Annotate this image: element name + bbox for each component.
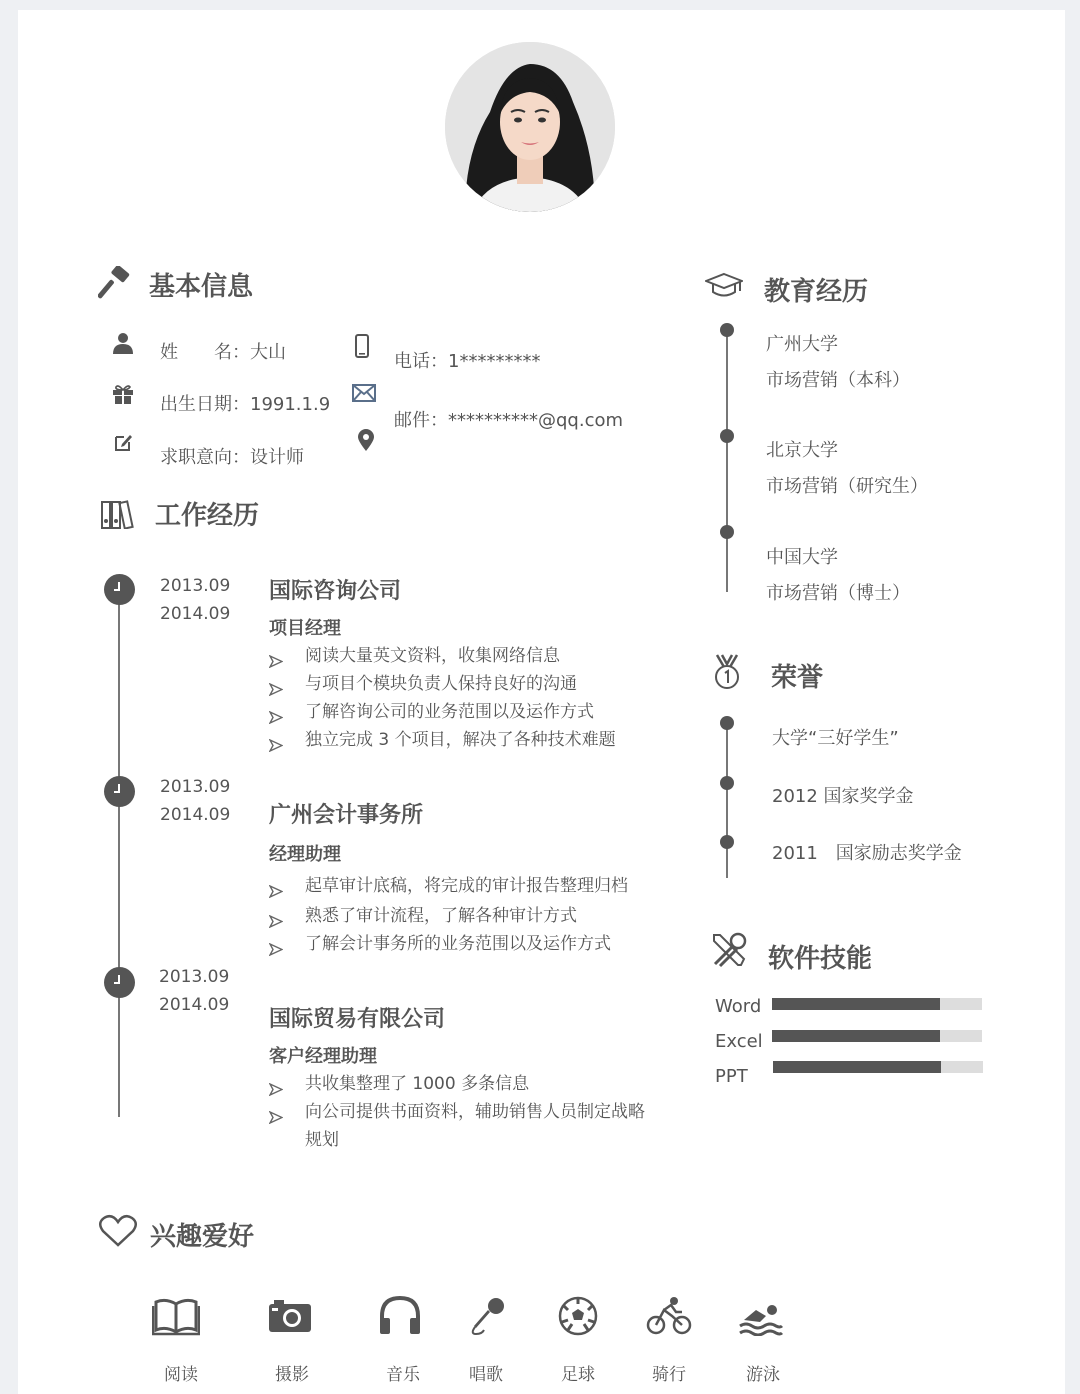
list-item: 向公司提供书面资料，辅助销售人员制定战略规划 <box>269 1098 659 1154</box>
hobby-label: 音乐 <box>386 1365 420 1385</box>
work-end-date: 2014.09 <box>160 604 231 624</box>
list-item: 共收集整理了 1000 多条信息 <box>269 1070 669 1098</box>
clock-icon <box>104 967 135 998</box>
skill-bar-fill <box>773 1061 941 1073</box>
education-timeline <box>726 332 728 592</box>
arrow-icon <box>269 937 283 965</box>
medal-icon <box>712 654 742 694</box>
work-title: 工作经历 <box>155 501 260 531</box>
camera-icon <box>268 1298 312 1338</box>
company-name: 国际贸易有限公司 <box>269 1007 446 1032</box>
timeline-dot <box>720 525 734 539</box>
list-item: 了解会计事务所的业务范围以及运作方式 <box>269 930 669 958</box>
name-value: 大山 <box>250 342 286 363</box>
name-row <box>160 338 286 364</box>
honors-timeline <box>726 722 728 878</box>
birth-label: 出生日期： <box>160 394 250 415</box>
arrow-icon <box>269 733 283 761</box>
timeline-dot <box>720 429 734 443</box>
honor-item: 2012 国家奖学金 <box>772 786 914 807</box>
timeline-dot <box>720 323 734 337</box>
location-icon <box>358 429 374 455</box>
list-item: 独立完成 3 个项目，解决了各种技术难题 <box>269 726 669 754</box>
book-icon <box>152 1296 200 1340</box>
timeline-dot <box>720 776 734 790</box>
person-icon <box>112 332 134 358</box>
headphones-icon <box>378 1296 422 1340</box>
job-row <box>160 443 304 469</box>
heart-icon <box>99 1214 137 1252</box>
list-item: 阅读大量英文资料，收集网络信息 <box>269 642 669 670</box>
education-title: 教育经历 <box>764 277 869 307</box>
job-value: 设计师 <box>250 447 304 468</box>
school-name: 北京大学 <box>766 440 838 461</box>
company-name: 国际咨询公司 <box>269 579 402 604</box>
microphone-icon <box>468 1296 506 1340</box>
email-label: 邮件： <box>394 410 448 431</box>
phone-label: 电话： <box>394 351 448 372</box>
mail-icon <box>352 384 376 406</box>
list-item: 了解咨询公司的业务范围以及运作方式 <box>269 698 669 726</box>
skill-name: Word <box>715 996 762 1017</box>
phone-value: 1********* <box>448 351 541 372</box>
job-label: 求职意向： <box>160 447 250 468</box>
honor-item: 大学“三好学生” <box>772 728 899 749</box>
skill-name: Excel <box>715 1031 763 1052</box>
arrow-icon <box>269 1105 283 1133</box>
work-start-date: 2013.09 <box>160 576 231 596</box>
work-timeline <box>118 585 120 1117</box>
skill-bar-fill <box>772 998 940 1010</box>
work-date-range <box>159 963 229 1019</box>
honors-title: 荣誉 <box>771 663 824 693</box>
hammer-icon <box>98 266 130 304</box>
cycling-icon <box>646 1296 692 1340</box>
resume-page <box>18 10 1065 1394</box>
school-name: 广州大学 <box>766 334 838 355</box>
work-end-date: 2014.09 <box>160 805 231 825</box>
birth-row <box>160 390 330 416</box>
clock-icon <box>104 776 135 807</box>
phone-row <box>394 347 540 373</box>
graduation-cap-icon <box>705 272 743 302</box>
skill-bar <box>773 1061 983 1073</box>
timeline-dot <box>720 716 734 730</box>
swimming-icon <box>738 1300 784 1340</box>
list-item: 熟悉了审计流程，了解各种审计方式 <box>269 902 669 930</box>
hobbies-title: 兴趣爱好 <box>150 1222 255 1252</box>
gift-icon <box>112 384 134 408</box>
major-name: 市场营销（研究生） <box>766 476 928 497</box>
company-name: 广州会计事务所 <box>269 803 424 828</box>
phone-icon <box>355 334 369 362</box>
work-end-date: 2014.09 <box>159 995 230 1015</box>
skill-bar <box>772 1030 982 1042</box>
honor-item: 2011 国家励志奖学金 <box>772 843 962 864</box>
email-value: **********@qq.com <box>448 410 624 431</box>
binders-icon <box>101 499 135 533</box>
work-date-range <box>160 572 230 628</box>
hobby-label: 骑行 <box>652 1365 686 1385</box>
job-role: 项目经理 <box>269 618 341 639</box>
edit-icon <box>113 432 134 457</box>
tools-icon <box>711 932 747 972</box>
skill-bar-fill <box>772 1030 940 1042</box>
timeline-dot <box>720 835 734 849</box>
email-row <box>394 406 623 432</box>
avatar <box>445 42 615 212</box>
name-label: 姓 名： <box>160 342 250 363</box>
work-date-range <box>160 773 230 829</box>
birth-value: 1991.1.9 <box>250 394 331 415</box>
football-icon <box>558 1296 598 1340</box>
hobby-label: 足球 <box>561 1365 595 1385</box>
list-item: 起草审计底稿，将完成的审计报告整理归档 <box>269 872 669 900</box>
hobby-label: 摄影 <box>275 1365 309 1385</box>
hobby-label: 唱歌 <box>469 1365 503 1385</box>
major-name: 市场营销（博士） <box>766 583 910 604</box>
skills-title: 软件技能 <box>768 944 873 974</box>
clock-icon <box>104 574 135 605</box>
work-start-date: 2013.09 <box>160 777 231 797</box>
major-name: 市场营销（本科） <box>766 370 910 391</box>
skill-bar <box>772 998 982 1010</box>
portrait-photo <box>445 42 615 212</box>
work-start-date: 2013.09 <box>159 967 230 987</box>
job-role: 经理助理 <box>269 844 341 865</box>
list-item: 与项目个模块负责人保持良好的沟通 <box>269 670 669 698</box>
skill-name: PPT <box>715 1066 748 1087</box>
school-name: 中国大学 <box>766 547 838 568</box>
hobby-label: 阅读 <box>164 1365 198 1385</box>
basic-info-title: 基本信息 <box>149 272 254 302</box>
job-role: 客户经理助理 <box>269 1046 377 1067</box>
hobby-label: 游泳 <box>746 1365 780 1385</box>
